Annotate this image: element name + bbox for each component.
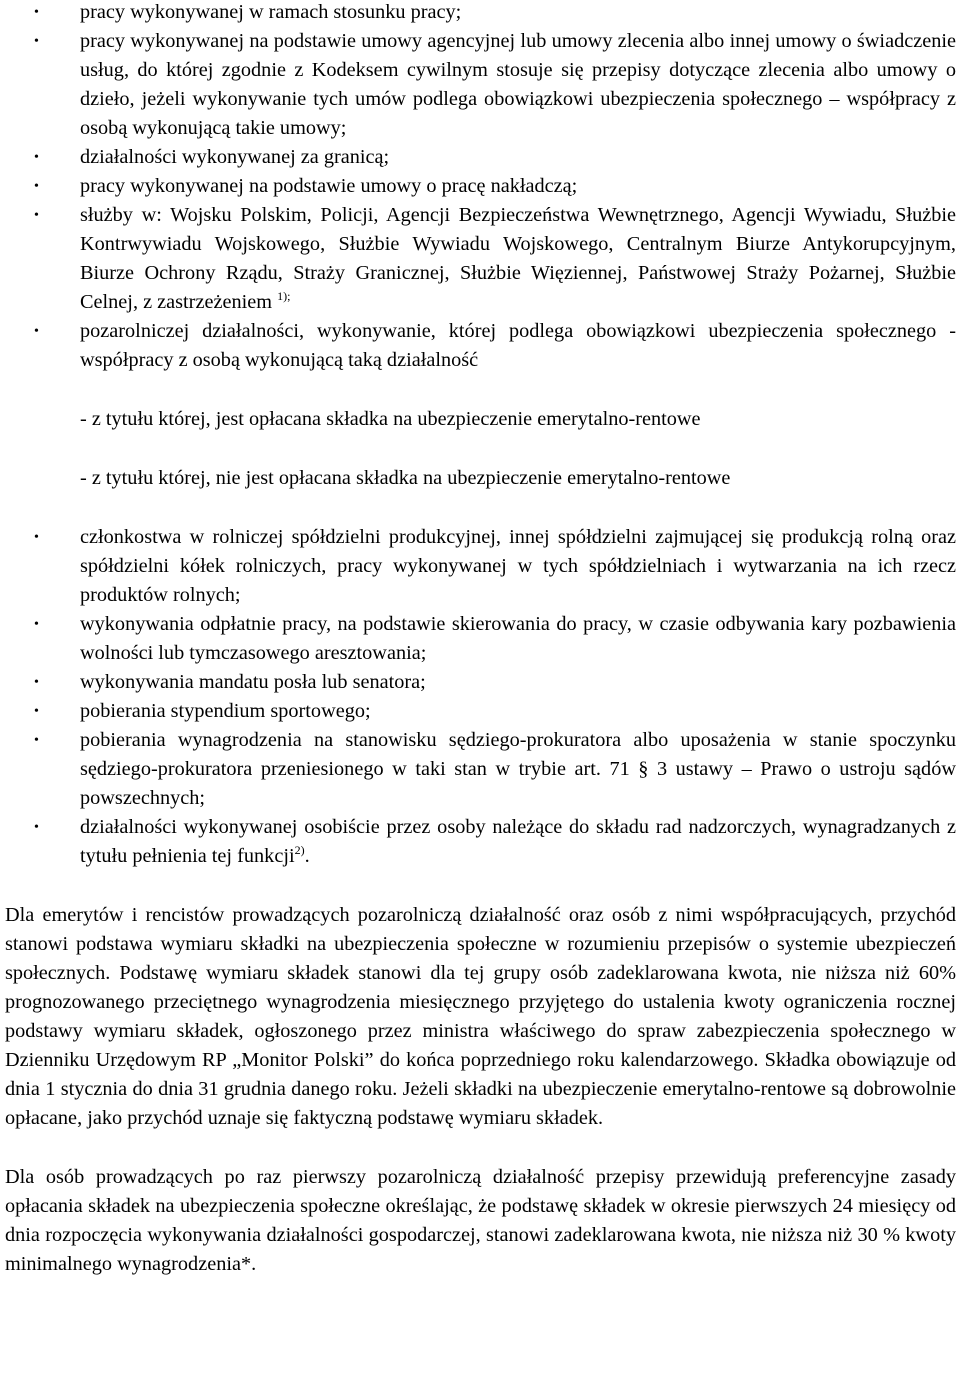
income-sources-list — [0, 0, 960, 375]
rady-text: działalności wykonywanej osobiście przez osoby należące do składu rad nadzorczych, wynagradzanych z tytułu pełnienia tej funkcji — [80, 816, 956, 867]
list-item: • wykonywania odpłatnie pracy, na podstawie skierowania do pracy, w czasie odbywania kary pozbawienia wolności lub tymczasowego aresztowania; — [0, 610, 960, 668]
sub-option-unpaid: - z tytułu której, nie jest opłacana składka na ubezpieczenie emerytalno-rentowe — [80, 467, 731, 489]
sub-option-paid: - z tytułu której, jest opłacana składka na ubezpieczenie emerytalno-rentowe — [80, 408, 701, 430]
footnote-ref-2: 2) — [294, 843, 305, 857]
list-item-rady — [0, 813, 960, 871]
paragraph-emeryci: Dla emerytów i rencistów prowadzących pozarolniczą działalność oraz osób z nimi współpracujących, przychód stanowi podstawa wymiaru składki na ubezpieczenia społeczne w rozumieniu przepisów o systemie ubezpieczeń społecznych. Podstawę wymiaru składek stanowi dla tej grupy osób zadeklarowana kwota, nie niższa niż 60% prognozowanego przeciętnego wynagrodzenia miesięcznego przyjętego do ustalenia kwoty ograniczenia rocznej podstawy wymiaru składek, ogłoszonego przez ministra właściwego do spraw zabezpieczenia społecznego w Dzienniku Urzędowym RP „Monitor Polski” do końca poprzedniego roku kalendarzowego. Składka obowiązuje od dnia 1 stycznia do dnia 31 grudnia danego roku. Jeżeli składki na ubezpieczenie emerytalno-rentowe są dobrowolnie opłacane, jako przychód uznaje się faktyczną podstawę wymiaru składek. — [5, 904, 956, 1129]
footnote-ref-1: 1); — [277, 289, 291, 303]
list-item: • pobierania wynagrodzenia na stanowisku sędziego-prokuratora albo uposażenia w stanie spoczynku sędziego-prokuratora przeniesionego w taki stan w trybie art. 71 § 3 ustawy – Prawo o ustroju sądów powszechnych; — [0, 726, 960, 813]
list-item: • wykonywania mandatu posła lub senatora; — [0, 668, 960, 697]
paragraph-preferencyjne: Dla osób prowadzących po raz pierwszy pozarolniczą działalność przepisy przewidują preferencyjne zasady opłacania składek na ubezpieczenia społeczne określając, że podstawę składek w okresie pierwszych 24 miesięcy od dnia rozpoczęcia wykonywania działalności gospodarczej, stanowi zadeklarowana kwota, nie niższa niż 30 % kwoty minimalnego wynagrodzenia*. — [5, 1166, 956, 1275]
list-item: • pracy wykonywanej na podstawie umowy agencyjnej lub umowy zlecenia albo innej umowy o świadczenie usług, do której zgodnie z Kodeksem cywilnym stosuje się przepisy dotyczące zlecenia albo umowy o dzieło, jeżeli wykonywanie tych umów podlega obowiązkowi ubezpieczenia społecznego – współpracy z osobą wykonującą takie umowy; — [0, 27, 960, 143]
income-sources-list-2 — [0, 523, 960, 871]
list-item-sluzby — [0, 201, 960, 317]
list-item: • pracy wykonywanej w ramach stosunku pracy; — [0, 0, 960, 27]
list-item: • działalności wykonywanej za granicą; — [0, 143, 960, 172]
list-item: • członkostwa w rolniczej spółdzielni produkcyjnej, innej spółdzielni zajmującej się produkcją rolną oraz spółdzielni kółek rolniczych, pracy wykonywanej w tych spółdzielniach i wytwarzania na ich rzecz produktów rolnych; — [0, 523, 960, 610]
sluzby-text: służby w: Wojsku Polskim, Policji, Agencji Bezpieczeństwa Wewnętrznego, Agencji Wywiadu, Służbie Kontrwywiadu Wojskowego, Służbie Wywiadu Wojskowego, Centralnym Biurze Antykorupcyjnym, Biurze Ochrony Rządu, Straży Granicznej, Służbie Więziennej, Państwowej Straży Pożarnej, Służbie Celnej, z zastrzeżeniem — [80, 204, 956, 313]
list-item: • pobierania stypendium sportowego; — [0, 697, 960, 726]
rady-tail: . — [304, 845, 310, 867]
list-item-pozarolniczej: • pozarolniczej działalności, wykonywanie, której podlega obowiązkowi ubezpieczenia społecznego - współpracy z osobą wykonującą taką działalność — [0, 317, 960, 375]
list-item: • pracy wykonywanej na podstawie umowy o pracę nakładczą; — [0, 172, 960, 201]
